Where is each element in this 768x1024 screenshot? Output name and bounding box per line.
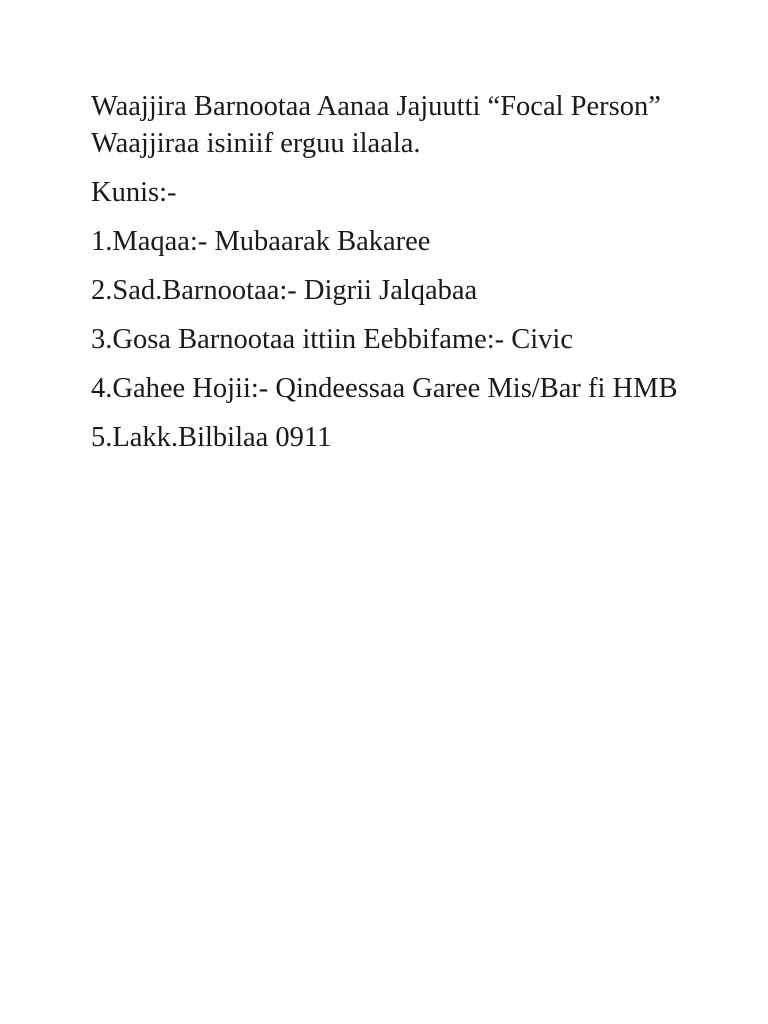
list-item-name: 1.Maqaa:- Mubaarak Bakaree: [91, 226, 431, 258]
list-item-job-role: 4.Gahee Hojii:- Qindeessaa Garee Mis/Bar fi HMB: [91, 373, 678, 405]
intro-paragraph: Waajjira Barnootaa Aanaa Jajuutti “Focal Person” Waajjiraa isiniif erguu ilaala.: [91, 91, 661, 160]
list-item-field-of-study: 3.Gosa Barnootaa ittiin Eebbifame:- Civic: [91, 324, 573, 356]
document-page: [91, 88, 679, 468]
list-item-phone-number: 5.Lakk.Bilbilaa 0911: [91, 422, 332, 454]
lead-line: Kunis:-: [91, 177, 177, 209]
list-item-education-level: 2.Sad.Barnootaa:- Digrii Jalqabaa: [91, 275, 478, 307]
